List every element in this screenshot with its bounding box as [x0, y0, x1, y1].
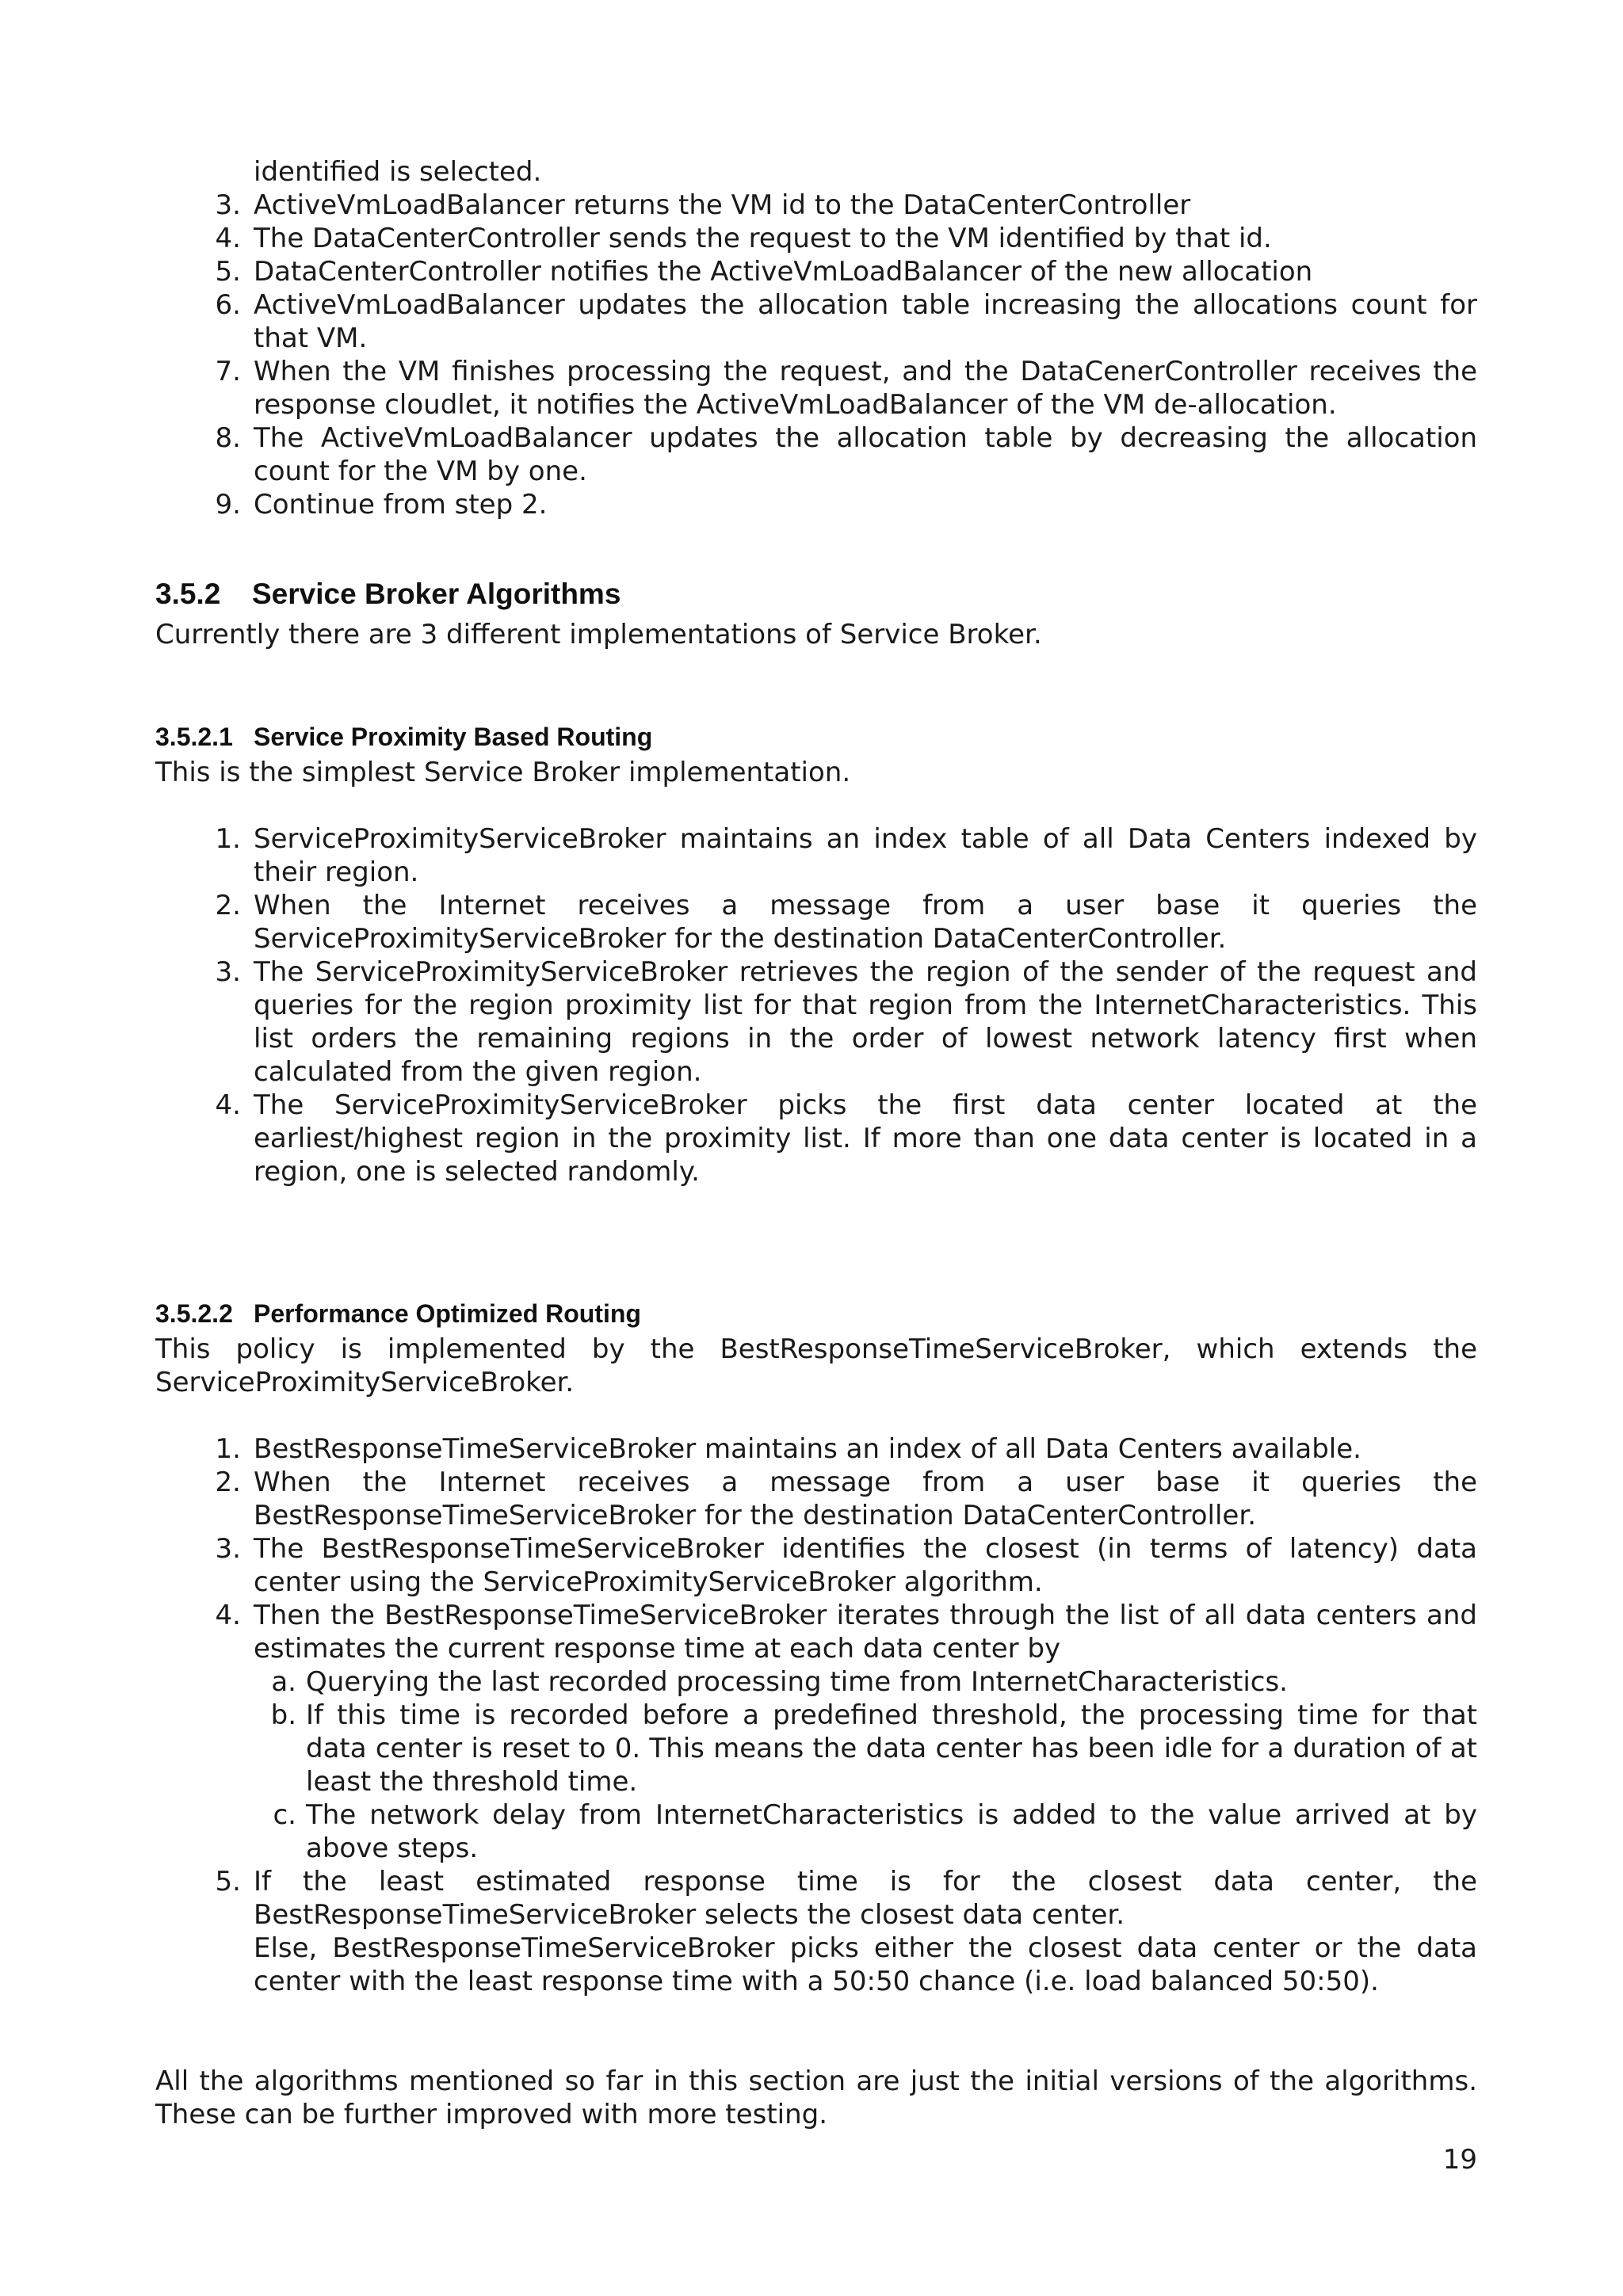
- section-heading: [155, 577, 1477, 612]
- item-number: 2.: [215, 1466, 241, 1498]
- section-number: 3.5.2: [155, 578, 221, 610]
- list-item: [155, 488, 1477, 521]
- subsection-heading-proximity: [155, 721, 1477, 753]
- item-number: 1.: [215, 1433, 241, 1465]
- list-item: [155, 1865, 1477, 1998]
- item-text: DataCenterController notifies the ActiveVmLoadBalancer of the new allocation: [254, 256, 1313, 288]
- closing-paragraph: All the algorithms mentioned so far in this section are just the initial versions of the algorithms. These can be further improved with more testing.: [155, 2065, 1477, 2130]
- item-else-text: Else, BestResponseTimeServiceBroker picks either the closest data center or the data center with the least response time with a 50:50 chance (i.e. load balanced 50:50).: [254, 1932, 1477, 1997]
- list-item: [155, 889, 1477, 955]
- list-item: [155, 1089, 1477, 1188]
- item-text: The ActiveVmLoadBalancer updates the allocation table by decreasing the allocation count for the VM by one.: [254, 422, 1477, 487]
- list-item: [155, 822, 1477, 889]
- item-text: ServiceProximityServiceBroker maintains an index table of all Data Centers indexed by their region.: [254, 823, 1477, 888]
- sub-list-item: [254, 1699, 1477, 1798]
- subsection-heading-performance: [155, 1298, 1477, 1329]
- page-number: 19: [1442, 2144, 1477, 2176]
- item-text: BestResponseTimeServiceBroker maintains an index of all Data Centers available.: [254, 1433, 1361, 1465]
- proximity-numbered-list: [155, 822, 1477, 1188]
- list-item: [155, 1599, 1477, 1865]
- page-content: [155, 155, 1477, 2131]
- performance-sub-list: [254, 1665, 1477, 1865]
- list-item: [155, 955, 1477, 1089]
- item-text: If the least estimated response time is for the closest data center, the BestResponseTimeServiceBroker selects the closest data center.: [254, 1866, 1477, 1931]
- subsection-intro: This policy is implemented by the BestResponseTimeServiceBroker, which extends the ServiceProximityServiceBroker.: [155, 1333, 1477, 1398]
- item-number: 3.: [215, 1533, 241, 1565]
- subsection-title: Service Proximity Based Routing: [254, 723, 653, 751]
- item-number: 3.: [215, 189, 241, 221]
- list-continuation: identified is selected.: [254, 156, 542, 188]
- subsection-number: 3.5.2.2: [155, 1299, 233, 1328]
- item-text: When the VM finishes processing the request, and the DataCenerController receives the response cloudlet, it notifies the ActiveVmLoadBalancer of the VM de-allocation.: [254, 356, 1477, 421]
- subsection-intro: This is the simplest Service Broker implementation.: [155, 757, 851, 788]
- list-item: [155, 255, 1477, 288]
- item-text: Then the BestResponseTimeServiceBroker iterates through the list of all data centers and estimates the current response time at each data center by: [254, 1600, 1477, 1665]
- item-text: When the Internet receives a message from a user base it queries the BestResponseTimeServiceBroker for the destination DataCenterController.: [254, 1466, 1477, 1531]
- item-text: ActiveVmLoadBalancer returns the VM id to the DataCenterController: [254, 189, 1191, 221]
- list-item: [155, 421, 1477, 488]
- sub-list-item: [254, 1665, 1477, 1699]
- item-text: ActiveVmLoadBalancer updates the allocation table increasing the allocations count for that VM.: [254, 289, 1477, 354]
- item-number: 9.: [215, 489, 241, 521]
- list-item: [155, 1532, 1477, 1599]
- item-text: The ServiceProximityServiceBroker picks the first data center located at the earliest/highest region in the proximity list. If more than one data center is located in a region, one is selected randomly.: [254, 1089, 1477, 1188]
- item-text: Continue from step 2.: [254, 489, 548, 521]
- item-number: 5.: [215, 256, 241, 288]
- performance-numbered-list: [155, 1432, 1477, 1998]
- item-number: 5.: [215, 1866, 241, 1897]
- item-number: 7.: [215, 356, 241, 387]
- item-number: 3.: [215, 956, 241, 988]
- section-intro: Currently there are 3 different implementations of Service Broker.: [155, 619, 1042, 650]
- item-number: 6.: [215, 289, 241, 321]
- list-item: [155, 222, 1477, 255]
- subsection-title: Performance Optimized Routing: [254, 1299, 641, 1328]
- sub-item-letter: a.: [271, 1666, 296, 1698]
- item-number: 1.: [215, 823, 241, 855]
- item-number: 4.: [215, 1089, 241, 1121]
- list-item: [155, 288, 1477, 355]
- list-item: [155, 355, 1477, 421]
- sub-item-text: Querying the last recorded processing time from InternetCharacteristics.: [306, 1666, 1288, 1698]
- section-title: Service Broker Algorithms: [252, 578, 621, 610]
- item-text: The BestResponseTimeServiceBroker identifies the closest (in terms of latency) data center using the ServiceProximityServiceBroker algorithm.: [254, 1533, 1477, 1598]
- list-item: [155, 1432, 1477, 1466]
- item-number: 2.: [215, 890, 241, 921]
- item-text: When the Internet receives a message from a user base it queries the ServiceProximityServiceBroker for the destination DataCenterController.: [254, 890, 1477, 955]
- subsection-number: 3.5.2.1: [155, 723, 233, 751]
- intro-numbered-list: [155, 189, 1477, 521]
- list-item: [155, 1466, 1477, 1532]
- sub-item-letter: b.: [270, 1699, 296, 1731]
- sub-item-letter: c.: [273, 1799, 296, 1831]
- list-item: [155, 189, 1477, 222]
- sub-list-item: [254, 1798, 1477, 1865]
- sub-item-text: The network delay from InternetCharacteristics is added to the value arrived at by above steps.: [306, 1799, 1477, 1864]
- item-number: 4.: [215, 223, 241, 254]
- item-number: 8.: [215, 422, 241, 454]
- item-text: The DataCenterController sends the request to the VM identified by that id.: [254, 223, 1272, 254]
- sub-item-text: If this time is recorded before a predefined threshold, the processing time for that data center is reset to 0. This means the data center has been idle for a duration of at least the threshold time.: [306, 1699, 1477, 1798]
- item-text: The ServiceProximityServiceBroker retrieves the region of the sender of the request and queries for the region proximity list for that region from the InternetCharacteristics. This list orders the remaining regions in the order of lowest network latency first when calculated from the given region.: [254, 956, 1477, 1088]
- item-number: 4.: [215, 1600, 241, 1631]
